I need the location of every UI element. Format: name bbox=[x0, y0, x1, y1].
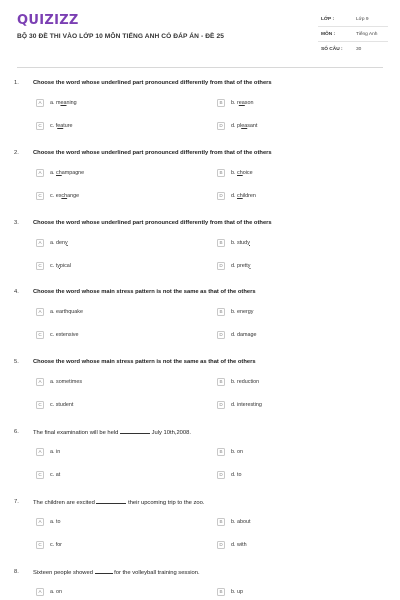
option-letter-box[interactable]: C bbox=[36, 331, 44, 339]
option-text-part: ildren bbox=[242, 192, 256, 199]
answer-blank bbox=[96, 499, 126, 504]
option-letter-box[interactable]: B bbox=[217, 99, 225, 107]
option-text bbox=[50, 309, 83, 315]
option-letter-box[interactable]: A bbox=[36, 169, 44, 177]
option-text bbox=[50, 332, 78, 338]
option-text bbox=[50, 240, 68, 246]
option-letter-box[interactable]: B bbox=[217, 518, 225, 526]
option-text bbox=[50, 123, 73, 129]
option-text bbox=[231, 170, 253, 176]
option-text bbox=[231, 379, 259, 385]
question-number: 5. bbox=[14, 359, 19, 366]
option-letter-box[interactable]: B bbox=[217, 378, 225, 386]
option-text bbox=[231, 123, 257, 129]
question-number: 4. bbox=[14, 289, 19, 296]
option-text-part: d. damage bbox=[231, 332, 257, 339]
option-letter-box[interactable]: A bbox=[36, 588, 44, 596]
option-letter-box[interactable]: C bbox=[36, 262, 44, 270]
option-underlined-part: ea bbox=[60, 100, 67, 106]
header-divider bbox=[17, 67, 383, 68]
question-text bbox=[33, 429, 383, 436]
question-text: Choose the word whose underlined part pronounced differently from that of the others bbox=[33, 80, 272, 86]
option-text-part: b. bbox=[231, 169, 237, 176]
option-text bbox=[50, 542, 62, 548]
option-letter-box[interactable]: C bbox=[36, 541, 44, 549]
question-text: Choose the word whose main stress pattern is not the same as that of the others bbox=[33, 359, 256, 366]
option-letter-box[interactable]: D bbox=[217, 541, 225, 549]
option-text-part: pical bbox=[59, 262, 71, 269]
option-text bbox=[231, 240, 250, 246]
question-text-before: The children are excited bbox=[33, 499, 97, 506]
question-item bbox=[0, 150, 400, 220]
option-letter-box[interactable]: C bbox=[36, 471, 44, 479]
question-text-after: their upcoming trip to the zoo. bbox=[126, 499, 205, 506]
question-text bbox=[33, 569, 383, 576]
question-text-before: The final examination will be held bbox=[33, 429, 121, 436]
question-number: 3. bbox=[14, 219, 19, 226]
question-text: Choose the word whose underlined part pronounced differently from that of the others bbox=[33, 149, 272, 156]
option-text-part: ture bbox=[63, 123, 73, 129]
option-text-part: a. to bbox=[50, 518, 61, 525]
meta-value: Tiếng Anh bbox=[356, 32, 378, 37]
option-text-part: c. ex bbox=[50, 192, 62, 199]
option-text bbox=[231, 193, 256, 199]
question-item bbox=[0, 569, 400, 600]
question-text: Choose the word whose main stress pattern is not the same as that of the others bbox=[33, 289, 256, 296]
meta-row-grade bbox=[318, 12, 388, 27]
option-text-part: c. student bbox=[50, 402, 74, 409]
option-letter-box[interactable]: B bbox=[217, 308, 225, 316]
option-text bbox=[231, 449, 243, 455]
question-item bbox=[0, 499, 400, 569]
option-underlined-part: y bbox=[247, 262, 251, 269]
option-letter-box[interactable]: A bbox=[36, 378, 44, 386]
meta-value: Lớp 9 bbox=[356, 17, 369, 22]
option-text bbox=[231, 100, 254, 106]
option-underlined-part: ch bbox=[237, 192, 243, 199]
option-underlined-part: ea bbox=[241, 123, 248, 129]
option-underlined-part: ea bbox=[57, 123, 64, 129]
question-item bbox=[0, 220, 400, 290]
option-text-part: d. to bbox=[231, 471, 242, 478]
meta-key: LỚP : bbox=[321, 17, 335, 22]
question-text bbox=[33, 499, 383, 506]
option-text-part: c. at bbox=[50, 471, 61, 478]
option-text-part: a. bbox=[50, 169, 56, 176]
question-text-after: July 10th,2008. bbox=[150, 429, 191, 436]
question-list bbox=[0, 80, 400, 600]
option-text-part: b. up bbox=[231, 588, 243, 595]
question-item bbox=[0, 429, 400, 499]
option-text-part: c. extensive bbox=[50, 332, 79, 339]
option-letter-box[interactable]: C bbox=[36, 401, 44, 409]
option-letter-box[interactable]: A bbox=[36, 448, 44, 456]
option-letter-box[interactable]: D bbox=[217, 262, 225, 270]
option-text-part: a. den bbox=[50, 239, 65, 246]
option-text-part: c. for bbox=[50, 541, 62, 548]
option-text bbox=[231, 542, 247, 548]
option-letter-box[interactable]: A bbox=[36, 239, 44, 247]
option-text bbox=[231, 332, 256, 338]
option-text bbox=[231, 519, 250, 525]
option-text bbox=[231, 309, 253, 315]
quizizz-logo[interactable]: QUIZIZZ bbox=[17, 13, 79, 28]
option-text bbox=[231, 402, 262, 408]
option-text bbox=[50, 263, 71, 269]
meta-row-subject bbox=[318, 27, 388, 42]
option-letter-box[interactable]: C bbox=[36, 192, 44, 200]
option-letter-box[interactable]: B bbox=[217, 239, 225, 247]
option-text bbox=[50, 402, 73, 408]
answer-blank bbox=[120, 429, 150, 434]
option-text-part: b. about bbox=[231, 518, 251, 525]
option-letter-box[interactable]: B bbox=[217, 588, 225, 596]
question-text: Choose the word whose underlined part pronounced differently from that of the others bbox=[33, 219, 272, 226]
option-text-part: ning bbox=[66, 100, 77, 106]
option-text bbox=[50, 472, 60, 478]
option-text-part: d. bbox=[231, 192, 237, 199]
option-text-part: ange bbox=[67, 192, 80, 199]
option-underlined-part: ch bbox=[237, 169, 243, 176]
option-text bbox=[50, 519, 61, 525]
option-text-part: oice bbox=[242, 169, 253, 176]
option-text bbox=[50, 100, 77, 106]
option-text-part: d. prett bbox=[231, 262, 248, 269]
option-letter-box[interactable]: D bbox=[217, 331, 225, 339]
option-text-part: sant bbox=[247, 123, 258, 129]
option-text bbox=[231, 589, 243, 595]
meta-table bbox=[318, 12, 388, 57]
option-text bbox=[50, 379, 82, 385]
meta-value: 30 bbox=[356, 47, 362, 52]
meta-key: MÔN : bbox=[321, 32, 336, 37]
option-letter-box[interactable]: A bbox=[36, 518, 44, 526]
meta-row-question-count bbox=[318, 42, 388, 57]
question-number: 6. bbox=[14, 428, 19, 435]
option-letter-box[interactable]: C bbox=[36, 122, 44, 130]
option-text-part: a. m bbox=[50, 100, 61, 106]
option-text bbox=[50, 193, 79, 199]
question-item bbox=[0, 289, 400, 359]
option-letter-box[interactable]: D bbox=[217, 401, 225, 409]
option-text-part: a. in bbox=[50, 448, 61, 455]
question-number: 2. bbox=[14, 149, 19, 156]
answer-blank bbox=[95, 569, 113, 574]
page-title: BỘ 30 ĐỀ THI VÀO LỚP 10 MÔN TIẾNG ANH CÓ ĐÁP ÁN - ĐỀ 25 bbox=[17, 33, 225, 40]
option-text-part: d. pl bbox=[231, 123, 242, 129]
option-text-part: b. on bbox=[231, 448, 243, 455]
question-text-after: for the volleyball training session. bbox=[112, 569, 200, 576]
question-number: 8. bbox=[14, 568, 19, 575]
option-letter-box[interactable]: B bbox=[217, 169, 225, 177]
option-text-part: b. stud bbox=[231, 239, 248, 246]
option-text-part: a. sometimes bbox=[50, 379, 83, 386]
question-number: 7. bbox=[14, 498, 19, 505]
option-letter-box[interactable]: A bbox=[36, 308, 44, 316]
option-text bbox=[50, 170, 84, 176]
option-text-part: b. r bbox=[231, 100, 239, 106]
meta-key: SỐ CÂU : bbox=[321, 47, 343, 52]
option-underlined-part: ch bbox=[61, 192, 68, 199]
option-letter-box[interactable]: D bbox=[217, 122, 225, 130]
question-text-before: Sixteen people showed bbox=[33, 569, 95, 576]
option-text bbox=[231, 263, 250, 269]
option-text bbox=[50, 589, 62, 595]
option-letter-box[interactable]: A bbox=[36, 99, 44, 107]
option-underlined-part: y bbox=[65, 239, 68, 246]
option-underlined-part: y bbox=[247, 239, 250, 246]
option-underlined-part: ch bbox=[56, 169, 62, 176]
option-text-part: son bbox=[244, 100, 254, 106]
option-text-part: b. reduction bbox=[231, 379, 260, 386]
question-item bbox=[0, 80, 400, 150]
question-item bbox=[0, 359, 400, 429]
option-text bbox=[50, 449, 60, 455]
option-underlined-part: ea bbox=[238, 100, 245, 106]
option-text-part: a. earthquake bbox=[50, 309, 83, 316]
option-letter-box[interactable]: D bbox=[217, 471, 225, 479]
option-letter-box[interactable]: D bbox=[217, 192, 225, 200]
option-text-part: d. interesting bbox=[231, 402, 262, 409]
option-text bbox=[231, 472, 242, 478]
option-text-part: c. f bbox=[50, 123, 58, 129]
worksheet-header bbox=[0, 0, 400, 70]
option-letter-box[interactable]: B bbox=[217, 448, 225, 456]
option-text-part: c. t bbox=[50, 262, 58, 269]
option-text-part: ampagne bbox=[61, 169, 85, 176]
option-text-part: b. energy bbox=[231, 309, 254, 316]
option-text-part: a. on bbox=[50, 588, 62, 595]
option-underlined-part: y bbox=[57, 262, 60, 269]
option-text-part: d. with bbox=[231, 541, 247, 548]
question-number: 1. bbox=[14, 80, 19, 86]
